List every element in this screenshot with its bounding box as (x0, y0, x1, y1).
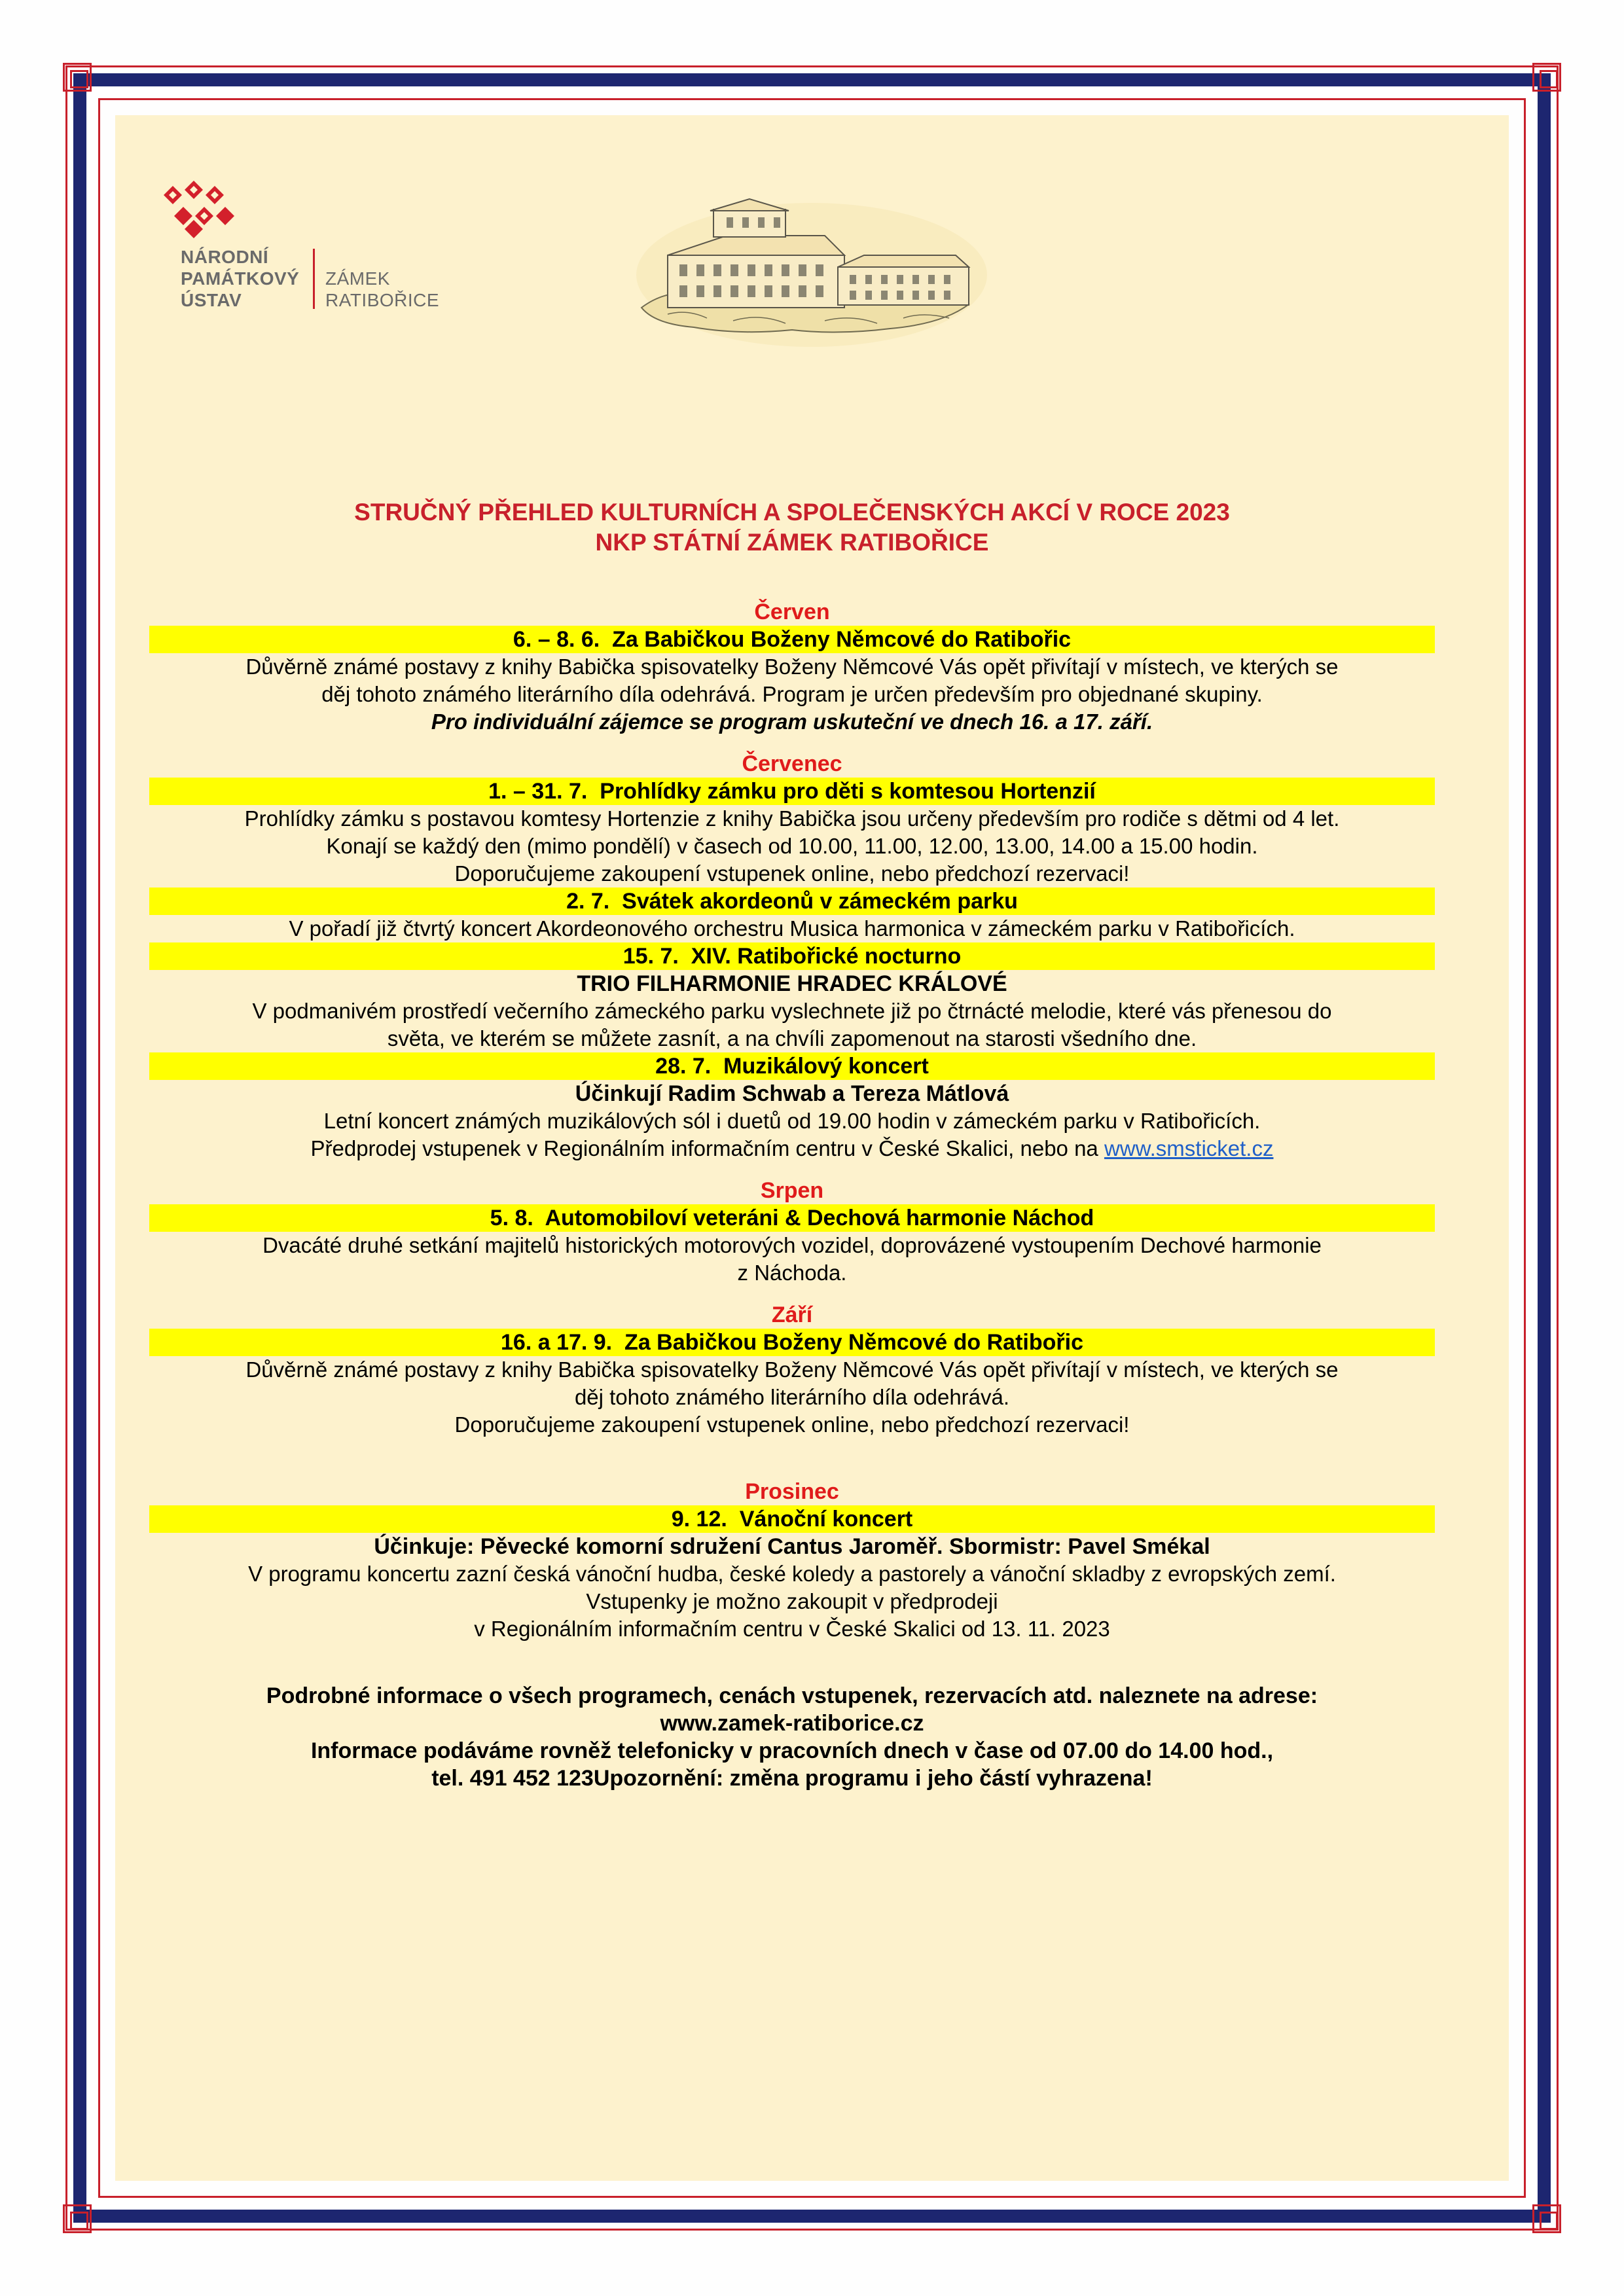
logo-separator (313, 249, 315, 309)
event-heading (149, 1329, 1435, 1356)
castle-illustration-icon (628, 190, 995, 347)
event-date: 1. – 31. 7. (488, 779, 588, 804)
smsticket-link[interactable]: www.smsticket.cz (1104, 1136, 1274, 1160)
event-description: V podmanivém prostředí večerního zámeckého parku vyslechnete již po čtrnácté melodie, které vás přenesou do (252, 999, 1332, 1023)
event-description: z Náchoda. (737, 1261, 847, 1285)
event-title: Prohlídky zámku pro děti s komtesou Hortenzií (600, 779, 1096, 804)
corner-ornament-icon (63, 2204, 92, 2233)
footer-warning: tel. 491 452 123Upozornění: změna programu i jeho částí vyhrazena! (431, 1766, 1153, 1791)
npu-org-name (181, 246, 299, 311)
event-date: 6. – 8. 6. (513, 627, 600, 652)
zamek-name (325, 268, 439, 311)
event-date: 2. 7. (566, 889, 610, 914)
event-title: XIV. Ratibořické nocturno (691, 944, 962, 969)
month-heading-september: Září (771, 1302, 813, 1327)
event-date: 16. a 17. 9. (501, 1330, 613, 1355)
event-heading (149, 888, 1435, 915)
event-performers: Účinkuje: Pěvecké komorní sdružení Cantus Jaroměř. Sbormistr: Pavel Smékal (374, 1534, 1210, 1559)
event-presale (149, 1135, 1435, 1162)
event-heading (149, 942, 1435, 970)
org-line: PAMÁTKOVÝ (181, 268, 300, 289)
title-line-1: STRUČNÝ PŘEHLED KULTURNÍCH A SPOLEČENSKÝCH AKCÍ V ROCE 2023 (354, 499, 1230, 526)
org-line: NÁRODNÍ (181, 247, 269, 267)
event-description: světa, ve kterém se můžete zasnít, a na chvíli zapomenout na starosti všedního dne. (387, 1026, 1197, 1050)
org-line: ÚSTAV (181, 290, 242, 310)
event-title: Za Babičkou Boženy Němcové do Ratibořic (612, 627, 1072, 652)
presale-text: Předprodej vstupenek v Regionálním informačním centru v České Skalici, nebo na (310, 1136, 1104, 1160)
event-heading (149, 1052, 1435, 1080)
event-performers: Účinkují Radim Schwab a Tereza Mátlová (575, 1081, 1009, 1106)
event-description: děj tohoto známého literárního díla odehrává. Program je určen především pro objednané skupiny. (321, 682, 1263, 706)
event-date: 28. 7. (655, 1054, 712, 1079)
event-description: v Regionálním informačním centru v České Skalici od 13. 11. 2023 (474, 1617, 1110, 1641)
event-description: Vstupenky je možno zakoupit v předprodeji (586, 1589, 998, 1613)
month-heading-december: Prosinec (745, 1479, 839, 1504)
event-description: Letní koncert známých muzikálových sól i duetů od 19.00 hodin v zámeckém parku v Ratibořicích. (323, 1109, 1261, 1133)
month-heading-july: Červenec (742, 751, 842, 776)
event-description: Konají se každý den (mimo pondělí) v časech od 10.00, 11.00, 12.00, 13.00, 14.00 a 15.00 hodin. (326, 834, 1258, 858)
event-heading (149, 1505, 1435, 1533)
title-line-2: NKP STÁTNÍ ZÁMEK RATIBOŘICE (595, 529, 989, 556)
month-heading-august: Srpen (760, 1178, 824, 1203)
event-heading (149, 626, 1435, 653)
event-title: Za Babičkou Boženy Němcové do Ratibořic (624, 1330, 1083, 1355)
event-performers: TRIO FILHARMONIE HRADEC KRÁLOVÉ (577, 971, 1007, 996)
place-line: RATIBOŘICE (325, 290, 440, 310)
contact-footer (149, 1682, 1435, 1792)
event-description: V pořadí již čtvrtý koncert Akordeonového orchestru Musica harmonica v zámeckém parku v Ratibořicích. (289, 916, 1295, 941)
event-date: 5. 8. (490, 1206, 533, 1230)
event-note: Pro individuální zájemce se program uskuteční ve dnech 16. a 17. září. (431, 709, 1153, 734)
event-description: Doporučujeme zakoupení vstupenek online, nebo předchozí rezervaci! (454, 1412, 1130, 1437)
footer-info: Podrobné informace o všech programech, cenách vstupenek, rezervacích atd. naleznete na adrese: (266, 1683, 1318, 1708)
event-description: Prohlídky zámku s postavou komtesy Hortenzie z knihy Babička jsou určeny především pro rodiče s dětmi od 4 let. (244, 806, 1340, 831)
event-heading (149, 778, 1435, 805)
website-address[interactable]: www.zamek-ratiborice.cz (660, 1711, 924, 1736)
event-description: děj tohoto známého literárního díla odehrává. (574, 1385, 1010, 1409)
month-heading-june: Červen (754, 600, 830, 624)
event-date: 15. 7. (623, 944, 679, 969)
corner-ornament-icon (63, 63, 92, 92)
event-description: V programu koncertu zazní česká vánoční hudba, české koledy a pastorely a vánoční skladby z evropských zemí. (248, 1562, 1336, 1586)
event-title: Vánoční koncert (739, 1507, 913, 1532)
event-title: Muzikálový koncert (723, 1054, 929, 1079)
footer-phone-info: Informace podáváme rovněž telefonicky v pracovních dnech v čase od 07.00 do 14.00 hod., (310, 1738, 1274, 1763)
event-title: Automobiloví veteráni & Dechová harmonie Náchod (545, 1206, 1094, 1230)
event-heading (149, 1204, 1435, 1232)
corner-ornament-icon (1532, 63, 1561, 92)
event-description: Doporučujeme zakoupení vstupenek online, nebo předchozí rezervaci! (454, 861, 1130, 886)
event-description: Důvěrně známé postavy z knihy Babička spisovatelky Boženy Němcové Vás opět přivítají v místech, ve kterých se (245, 1357, 1339, 1382)
corner-ornament-icon (1532, 2204, 1561, 2233)
place-line: ZÁMEK (325, 268, 390, 289)
event-description: Dvacáté druhé setkání majitelů historických motorových vozidel, doprovázené vystoupením Dechové harmonie (262, 1233, 1322, 1257)
event-description: Důvěrně známé postavy z knihy Babička spisovatelky Boženy Němcové Vás opět přivítají v místech, ve kterých se (245, 655, 1339, 679)
event-date: 9. 12. (671, 1507, 727, 1532)
npu-logo-icon (160, 181, 245, 240)
events-overview (149, 497, 1435, 1792)
page-title (149, 497, 1435, 558)
event-title: Svátek akordeonů v zámeckém parku (622, 889, 1018, 914)
